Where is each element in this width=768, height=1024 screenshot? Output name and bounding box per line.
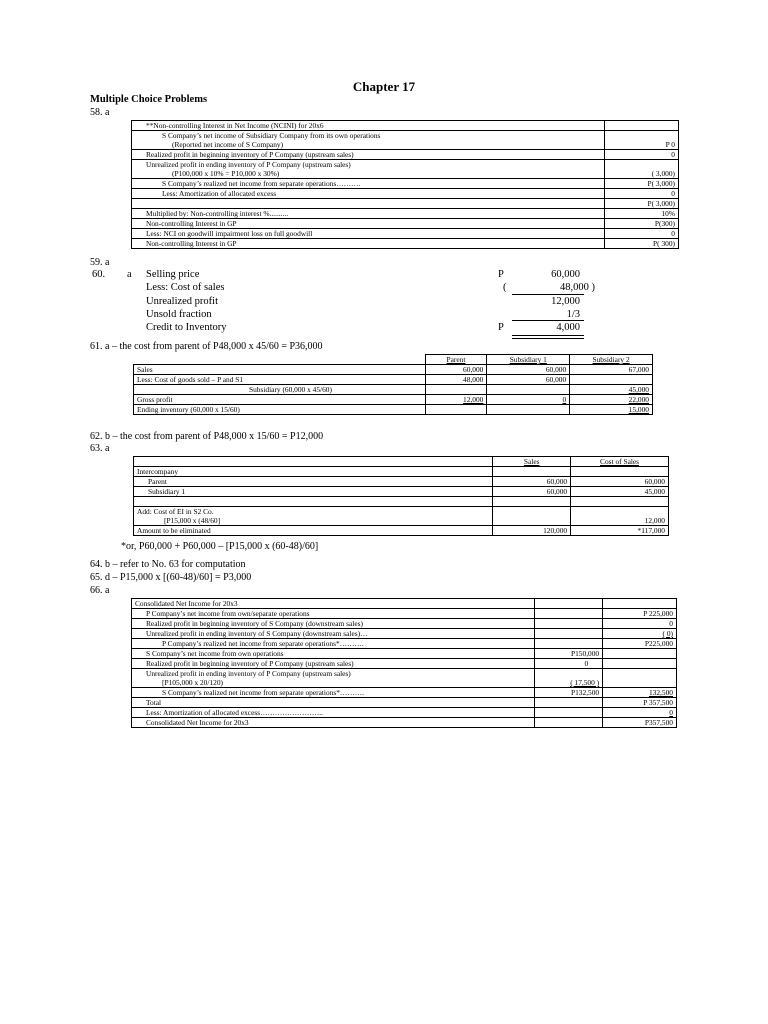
table-row <box>134 526 669 536</box>
q60-number: 60. <box>92 269 106 280</box>
table-row <box>134 507 669 517</box>
q58-row-2-v2: P 0 <box>605 140 679 150</box>
q66-r3-v1 <box>535 629 603 639</box>
q66-table <box>131 598 677 728</box>
q63-header-cost: Cost of Sales <box>571 457 669 467</box>
q63-table <box>133 456 669 536</box>
q60-subtotal-rule <box>512 294 584 295</box>
table-row <box>134 395 653 405</box>
table-row <box>132 629 677 639</box>
q58-row-0-text: **Non-controlling Interest in Net Income (NCINI) for 20x6 <box>132 121 605 131</box>
q66-r4-text: P Company’s realized net income from separate operations*………. <box>132 639 535 649</box>
q66-r11-v2: 0 <box>603 708 677 718</box>
table-row <box>132 619 677 629</box>
q61-r4-c2 <box>487 405 570 415</box>
q61-r2-label: Subsidiary (60,000 x 45/60) <box>134 385 426 395</box>
q66-r5-v1: P150,000 <box>535 649 603 659</box>
q61-r2-c3: 45,000 <box>570 385 653 395</box>
table-row <box>132 131 679 141</box>
q66-r11-text: Less: Amortization of allocated excess…………………….. <box>132 708 535 718</box>
q58-row-6-v2: P( 3,000) <box>605 179 679 189</box>
q61-r3-label: Gross profit <box>134 395 426 405</box>
q66-r12-v1 <box>535 718 603 728</box>
table-row <box>132 219 679 229</box>
q63-r6-c2: *117,000 <box>571 526 669 536</box>
q66-r10-text: Total <box>132 698 535 708</box>
q60-line-1-p: ( <box>503 282 507 293</box>
table-row <box>134 477 669 487</box>
q58-row-4-text: Unrealized profit in ending inventory of P Company (upstream sales) <box>132 160 605 170</box>
q66-r11-v1 <box>535 708 603 718</box>
table-row <box>132 179 679 189</box>
q58-row-5-text: (P100,000 x 10% = P10,000 x 30%) <box>132 169 605 179</box>
q63-header-0 <box>134 457 493 467</box>
q61-r1-c2: 60,000 <box>487 375 570 385</box>
table-row <box>134 385 653 395</box>
q66-r2-v1 <box>535 619 603 629</box>
q58-table <box>131 120 679 249</box>
table-row <box>134 467 669 477</box>
q58-row-8-text <box>132 199 605 209</box>
q58-row-12-v2: P( 300) <box>605 239 679 249</box>
q61-header-sub1: Subsidiary 1 <box>487 355 570 365</box>
q60-line-4-value: 4,000 <box>556 322 580 333</box>
q66-r1-v2: P 225,000 <box>603 609 677 619</box>
q58-row-1-v2 <box>605 131 679 141</box>
q63-r3-label <box>134 497 493 507</box>
table-row <box>132 659 677 669</box>
q66-r0-text: Consolidated Net Income for 20x3 <box>132 599 535 609</box>
q60-total-rule <box>512 320 584 321</box>
q63-r3-c1 <box>493 497 571 507</box>
q61-r4-c1 <box>425 405 487 415</box>
q58-row-2-text: (Reported net income of S Company) <box>132 140 605 150</box>
q60-line-4-label: Credit to Inventory <box>146 322 227 333</box>
q61-r0-c2: 60,000 <box>487 365 570 375</box>
table-row <box>132 599 677 609</box>
q66-r9-text: S Company’s realized net income from separate operations*………. <box>132 688 535 698</box>
q58-row-3-text: Realized profit in beginning inventory of P Company (upstream sales) <box>132 150 605 160</box>
q60-line-0-label: Selling price <box>146 269 200 280</box>
table-row <box>132 239 679 249</box>
q61-header-0 <box>134 355 426 365</box>
table-row <box>134 497 669 507</box>
q60-line-0-p: P <box>498 269 504 280</box>
q63-r5-c1 <box>493 516 571 526</box>
q61-r1-c3 <box>570 375 653 385</box>
table-row <box>134 355 653 365</box>
q61-r1-label: Less: Cost of goods sold – P and S1 <box>134 375 426 385</box>
q66-r12-v2: P357,500 <box>603 718 677 728</box>
q66-r9-v2: 132,500 <box>603 688 677 698</box>
q63-r5-label: [P15,000 x (48/60] <box>134 516 493 526</box>
q63-header-sales: Sales <box>493 457 571 467</box>
page-title: Chapter 17 <box>352 79 416 94</box>
q63-r3-c2 <box>571 497 669 507</box>
table-row <box>132 229 679 239</box>
q66-r2-text: Realized profit in beginning inventory of S Company (downstream sales) <box>132 619 535 629</box>
q58-row-6-text: S Company’s realized net income from separate operations………. <box>132 179 605 189</box>
q58-row-7-v2: 0 <box>605 189 679 199</box>
q66-r3-v2: ( 0) <box>603 629 677 639</box>
table-row <box>132 209 679 219</box>
q63-r5-c2: 12,000 <box>571 516 669 526</box>
q66-r1-text: P Company’s net income from own/separate operations <box>132 609 535 619</box>
q66-r3-text: Unrealized profit in ending inventory of S Company (downstream sales)… <box>132 629 535 639</box>
table-row <box>134 457 669 467</box>
q66-r2-v2: 0 <box>603 619 677 629</box>
question-58-label: 58. a <box>90 107 110 118</box>
q66-r7-v2 <box>603 669 677 679</box>
q60-double-rule-1 <box>512 335 584 336</box>
table-row <box>132 698 677 708</box>
table-row <box>134 516 669 526</box>
q66-r9-v1: P132,500 <box>535 688 603 698</box>
q63-r1-c1: 60,000 <box>493 477 571 487</box>
q63-r2-c2: 45,000 <box>571 487 669 497</box>
section-heading: Multiple Choice Problems <box>90 94 208 105</box>
question-61-text: 61. a – the cost from parent of P48,000 x 45/60 = P36,000 <box>90 341 323 352</box>
q58-row-7-text: Less: Amortization of allocated excess <box>132 189 605 199</box>
table-row <box>132 678 677 688</box>
q66-r6-v1: 0 <box>535 659 603 669</box>
q66-r12-text: Consolidated Net Income for 20x3 <box>132 718 535 728</box>
q63-r1-c2: 60,000 <box>571 477 669 487</box>
q61-r0-c1: 60,000 <box>425 365 487 375</box>
table-row <box>132 609 677 619</box>
q66-r4-v1 <box>535 639 603 649</box>
q63-r0-c1 <box>493 467 571 477</box>
q60-line-1-value: 48,000 ) <box>560 282 595 293</box>
q61-r3-c2: 0 <box>487 395 570 405</box>
q63-r0-label: Intercompany <box>134 467 493 477</box>
q60-line-3-label: Unsold fraction <box>146 309 212 320</box>
table-row <box>132 160 679 170</box>
q58-row-1-text: S Company’s net income of Subsidiary Company from its own operations <box>132 131 605 141</box>
q63-footnote: *or, P60,000 + P60,000 – [P15,000 x (60-48)/60] <box>121 541 319 552</box>
q60-line-2-label: Unrealized profit <box>146 296 219 307</box>
question-65-text: 65. d – P15,000 x [(60-48)/60] = P3,000 <box>90 572 252 583</box>
q63-r2-c1: 60,000 <box>493 487 571 497</box>
q61-table <box>133 354 653 415</box>
q63-r2-label: Subsidiary 1 <box>134 487 493 497</box>
q66-r5-text: S Company’s net income from own operations <box>132 649 535 659</box>
q63-r0-c2 <box>571 467 669 477</box>
q63-r6-label: Amount to be eliminated <box>134 526 493 536</box>
table-row <box>132 708 677 718</box>
question-64-text: 64. b – refer to No. 63 for computation <box>90 559 246 570</box>
q66-r6-text: Realized profit in beginning inventory of P Company (upstream sales) <box>132 659 535 669</box>
q60-line-1-label: Less: Cost of sales <box>146 282 225 293</box>
q61-r3-c1: 12,000 <box>425 395 487 405</box>
table-row <box>132 150 679 160</box>
q66-r7-v1 <box>535 669 603 679</box>
q61-r3-c3: 22,000 <box>570 395 653 405</box>
q66-r4-v2: P225,000 <box>603 639 677 649</box>
table-row <box>132 199 679 209</box>
question-62-text: 62. b – the cost from parent of P48,000 x 15/60 = P12,000 <box>90 431 324 442</box>
q63-r4-c2 <box>571 507 669 517</box>
q66-r10-v2: P 357,500 <box>603 698 677 708</box>
q63-r6-c1: 120,000 <box>493 526 571 536</box>
q58-row-0-v2 <box>605 121 679 131</box>
q61-r0-c3: 67,000 <box>570 365 653 375</box>
q58-row-8-v2: P( 3,000) <box>605 199 679 209</box>
q61-r4-label: Ending inventory (60,000 x 15/60) <box>134 405 426 415</box>
q58-row-11-text: Less: NCI on goodwill impairment loss on full goodwill <box>132 229 605 239</box>
q58-row-5-v2: ( 3,000) <box>605 169 679 179</box>
q58-row-9-text: Multiplied by: Non-controlling interest %.......... <box>132 209 605 219</box>
q66-r8-text: [P105,000 x 20/120) <box>132 678 535 688</box>
q60-letter: a <box>127 269 132 280</box>
q66-r8-v2 <box>603 678 677 688</box>
table-row <box>132 140 679 150</box>
table-row <box>134 487 669 497</box>
table-row <box>132 649 677 659</box>
q66-r8-v1: ( 17,500 ) <box>535 678 603 688</box>
q66-r10-v1 <box>535 698 603 708</box>
q58-row-11-v2: 0 <box>605 229 679 239</box>
q66-r5-v2 <box>603 649 677 659</box>
q58-row-12-text: Non-controlling Interest in GP <box>132 239 605 249</box>
q66-r1-v1 <box>535 609 603 619</box>
q61-header-parent: Parent <box>425 355 487 365</box>
q63-r4-label: Add: Cost of EI in S2 Co. <box>134 507 493 517</box>
table-row <box>132 121 679 131</box>
table-row <box>134 405 653 415</box>
q66-r7-text: Unrealized profit in ending inventory of P Company (upstream sales) <box>132 669 535 679</box>
q66-r0-v2 <box>603 599 677 609</box>
q60-line-2-value: 12,000 <box>551 296 580 307</box>
q63-r1-label: Parent <box>134 477 493 487</box>
q58-row-4-v2 <box>605 160 679 170</box>
q58-row-10-v2: P(300) <box>605 219 679 229</box>
q58-row-9-v2: 10% <box>605 209 679 219</box>
question-66-label: 66. a <box>90 585 110 596</box>
q58-row-3-v2: 0 <box>605 150 679 160</box>
table-row <box>132 169 679 179</box>
q63-r4-c1 <box>493 507 571 517</box>
q61-r0-label: Sales <box>134 365 426 375</box>
q60-line-4-p: P <box>498 322 504 333</box>
q60-line-0-value: 60,000 <box>551 269 580 280</box>
question-59-label: 59. a <box>90 257 110 268</box>
q61-r4-c3: 15,000 <box>570 405 653 415</box>
q58-row-10-text: Non-controlling Interest in GP <box>132 219 605 229</box>
table-row <box>132 688 677 698</box>
q61-r2-c1 <box>425 385 487 395</box>
table-row <box>132 189 679 199</box>
q61-r2-c2 <box>487 385 570 395</box>
question-63-label: 63. a <box>90 443 110 454</box>
q60-line-3-value: 1/3 <box>566 309 580 320</box>
table-row <box>132 669 677 679</box>
q66-r6-v2 <box>603 659 677 669</box>
q61-header-sub2: Subsidiary 2 <box>570 355 653 365</box>
table-row <box>132 639 677 649</box>
q60-double-rule-2 <box>512 338 584 339</box>
q66-r0-v1 <box>535 599 603 609</box>
table-row <box>134 365 653 375</box>
table-row <box>134 375 653 385</box>
table-row <box>132 718 677 728</box>
q61-r1-c1: 48,000 <box>425 375 487 385</box>
